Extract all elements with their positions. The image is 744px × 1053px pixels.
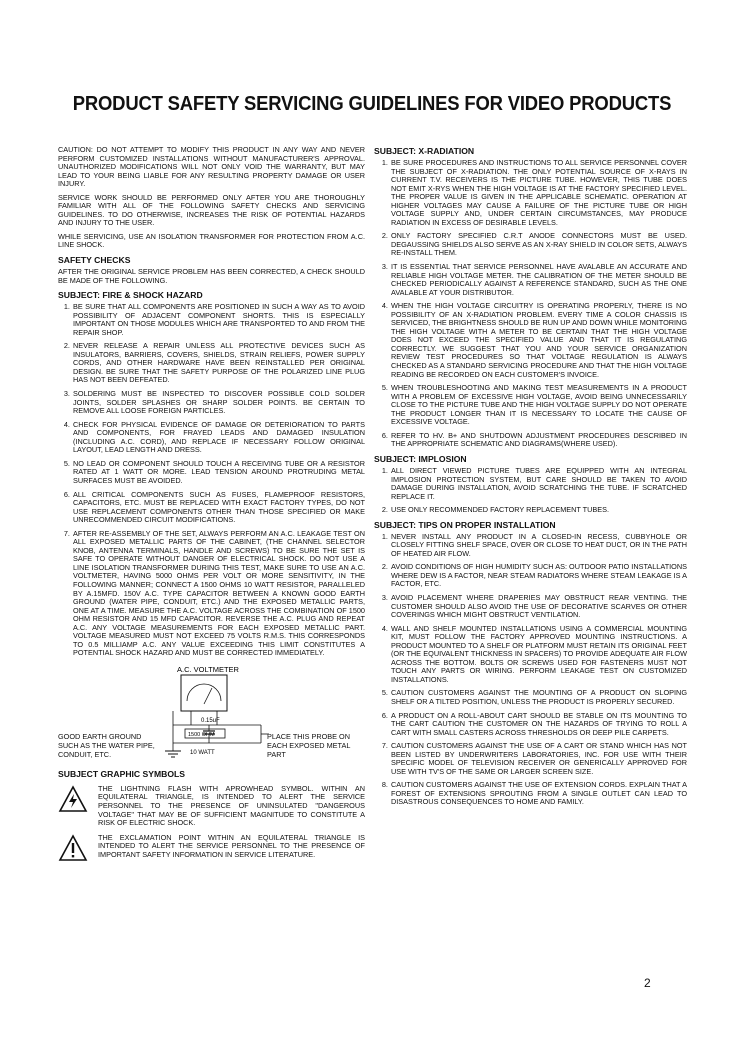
list-item: 5. CAUTION CUSTOMERS AGAINST THE MOUNTING OF A PRODUCT ON SLOPING SHELF OR A TILTED POSITION, UNLESS THE PRODUCT IS PROPERLY SECURED. <box>390 689 687 706</box>
graphic-symbols-heading: SUBJECT GRAPHIC SYMBOLS <box>58 768 186 779</box>
list-item: 8. CAUTION CUSTOMERS AGAINST THE USE OF EXTENSION CORDS. EXPLAIN THAT A FOREST OF EXTENSIONS SPROUTING FROM A SINGLE OUTLET CAN LEAD TO DISASTROUS CONSEQUENCES TO HOME AND FAMILY. <box>390 781 687 807</box>
probe-label: PLACE THIS PROBE ON EACH EXPOSED METAL PART <box>267 731 351 759</box>
list-item: 3. AVOID PLACEMENT WHERE DRAPERIES MAY OBSTRUCT REAR VENTING. THE CUSTOMER SHOULD ALSO AVOID THE USE OF DECORATIVE SCARVES OR OTHER COVERINGS WHICH MIGHT OBSTRUCT VENTILATION. <box>390 594 687 620</box>
implosion-list <box>374 467 687 515</box>
list-item: 6. REFER TO HV. B+ AND SHUTDOWN ADJUSTMENT PROCEDURES DESCRIBED IN THE APPROPRIATE SCHEMATIC AND DIAGRAMS(WHERE USED). <box>390 432 687 449</box>
fire-shock-heading: SUBJECT: FIRE & SHOCK HAZARD <box>58 290 203 301</box>
safety-checks-heading: SAFETY CHECKS <box>58 255 131 266</box>
leakage-test-diagram <box>58 663 365 759</box>
xray-heading: SUBJECT: X-RADIATION <box>374 146 475 156</box>
installation-tips-heading: SUBJECT: TIPS ON PROPER INSTALLATION <box>374 519 556 530</box>
xray-list <box>374 159 687 449</box>
exclamation-symbol-text: THE EXCLAMATION POINT WITHIN AN EQUILATERAL TRIANGLE IS INTENDED TO ALERT THE SERVICE PERSONNEL TO THE PRESENCE OF IMPORTANT SAFETY INFORMATION IN SERVICE LITERATURE. <box>98 832 365 859</box>
list-item: 3. IT IS ESSENTIAL THAT SERVICE PERSONNEL HAVE AVALABLE AN ACCURATE AND RELIABLE HIGH VOLTAGE METER. THE CALIBRATION OF THE METER SHOULD BE CHECKED PERIODICALLY AGAINST A REFERENCE STANDARD, SUCH AS THE ONE AVALABLE AT YOUR DISTRIBUTOR. <box>390 263 687 297</box>
ground-label: GOOD EARTH GROUND SUCH AS THE WATER PIPE, CONDUIT, ETC. <box>58 731 155 759</box>
resistor-label: 1500 OHM <box>188 731 215 738</box>
installation-tips-list <box>374 533 687 807</box>
safety-checks-text: AFTER THE ORIGINAL SERVICE PROBLEM HAS BEEN CORRECTED, A CHECK SHOULD BE MADE OF THE FOLLOWING. <box>58 267 365 285</box>
list-item: 4. CHECK FOR PHYSICAL EVIDENCE OF DAMAGE OR DETERIORATION TO PARTS AND COMPONENTS, FOR FRAYED LEADS AND DAMAGED INSULATION (INCLUDING A.C. CORD), AND REPLACE IF NECESSARY FOLLOW ORIGINAL LAYOUT, LEAD LENGTH AND DRESS. <box>72 421 365 455</box>
list-item: 6. ALL CRITICAL COMPONENTS SUCH AS FUSES, FLAMEPROOF RESISTORS, CAPACITORS, ETC. MUST BE REPLACED WITH EXACT FACTORY TYPES, DO NOT USE REPLACEMENT COMPONENTS OTHER THAN THOSE SPECIFIED OR MAKE UNRECOMMENDED CIRCUIT MODIFICATIONS. <box>72 491 365 525</box>
list-item: 1. NEVER INSTALL ANY PRODUCT IN A CLOSED-IN RECESS, CUBBYHOLE OR CLOSELY FITTING SHELF SPACE, OVER OR CLOSE TO HEAT DUCT, OR IN THE PATH OF HEATED AIR FLOW. <box>390 533 687 559</box>
meter-dial <box>187 684 221 701</box>
page-title: PRODUCT SAFETY SERVICING GUIDELINES FOR VIDEO PRODUCTS <box>72 92 672 115</box>
intro-caution: CAUTION: DO NOT ATTEMPT TO MODIFY THIS PRODUCT IN ANY WAY AND NEVER PERFORM CUSTOMIZED INSTALLATIONS WITHOUT MANUFACTURER'S APPROVAL. UNAUTHORIZED MODIFICATIONS WILL NOT ONLY VOID THE WARRANTY, BUT MAY LEAD TO YOUR BEING LIABLE FOR ANY RESULTING PROPERTY DAMAGE OR USER INJURY. <box>58 145 365 189</box>
list-item: 1. BE SURE THAT ALL COMPONENTS ARE POSITIONED IN SUCH A WAY AS TO AVOID POSSIBILITY OF ADJACENT COMPONENT SHORTS. THIS IS ESPECIALLY IMPORTANT ON THOSE MODULES WHICH ARE TRANSPORTED TO AND FROM THE REPAIR SHOP. <box>72 303 365 337</box>
intro-isolation: WHILE SERVICING, USE AN ISOLATION TRANSFORMER FOR PROTECTION FROM A.C. LINE SHOCK. <box>58 231 365 250</box>
intro-service-work: SERVICE WORK SHOULD BE PERFORMED ONLY AFTER YOU ARE THOROUGHLY FAMILIAR WITH ALL OF THE FOLLOWING SAFETY CHECKS AND SERVICING GUIDELINES. TO DO OTHERWISE, INCREASES THE RISK OF POTENTIAL HAZARDS AND INJURY TO THE USER. <box>58 192 365 228</box>
fire-shock-list <box>58 303 365 658</box>
list-item: 2. USE ONLY RECOMMENDED FACTORY REPLACEMENT TUBES. <box>390 506 687 515</box>
list-item: 2. ONLY FACTORY SPECIFIED C.R.T ANODE CONNECTORS MUST BE USED. DEGAUSSING SHIELDS ALSO SERVE AS AN X-RAY SHIELD IN COLOR SETS, ALWAYS RE-INSTALL THEM. <box>390 232 687 258</box>
list-item: 4. WALL AND SHELF MOUNTED INSTALLATIONS USING A COMMERCIAL MOUNTING KIT, MUST FOLLOW THE FACTORY APPROVED MOUNTING INSTRUCTIONS. A PRODUCT MOUNTED TO A SHELF OR PLATFORM MUST RETAIN ITS ORIGINAL FEET (OR THE EQUIVALENT THICKNESS IN SPACERS) TO PROVIDE ADEQUATE AIR FLOW ACROSS THE BOTTOM. BOLTS OR SCREWS USED FOR FASTENERS MUST NOT TOUCH ANY PARTS OR WIRING. PERFORM LEAKAGE TEST ON CUSTOMIZED INSTALLATIONS. <box>390 625 687 685</box>
voltmeter-box <box>181 675 227 711</box>
list-item: 3. SOLDERING MUST BE INSPECTED TO DISCOVER POSSIBLE COLD SOLDER JOINTS, SOLDER SPLASHES OR SHARP SOLDER POINTS. BE CERTAIN TO REMOVE ALL LOOSE FOREIGN PARTICLES. <box>72 390 365 416</box>
list-item: 5. WHEN TROUBLESHOOTING AND MAKING TEST MEASUREMENTS IN A PRODUCT WITH A PROBLEM OF EXCESSIVE HIGH VOLTAGE, AVOID BEING UNNECESSARILY CLOSE TO THE PICTURE TUBE AND THE HIGH VOLTAGE SUPPLY DO NOT OPERATE THE PRODUCT LONGER THAN IT IS NECESSARY TO LOCATE THE CAUSE OF EXCESSIVE VOLTAGE. <box>390 384 687 427</box>
list-item: 5. NO LEAD OR COMPONENT SHOULD TOUCH A RECEIVING TUBE OR A RESISTOR RATED AT 1 WATT OR MORE. LEAD TENSION AROUND PROTRUDING METAL SURFACES MUST BE AVOIDED. <box>72 460 365 486</box>
list-item: 7. CAUTION CUSTOMERS AGAINST THE USE OF A CART OR STAND WHICH HAS NOT BEEN LISTED BY UNDERWRITERS LABORATORIES, INC. FOR USE WITH THEIR SPECIFIC MODEL OF TELEVISION RECEIVER OR GENERICALLY APPROVED FOR USE WITH TV'S OF THE SAME OR LARGER SCREEN SIZE. <box>390 742 687 776</box>
lightning-flash-triangle-icon <box>58 785 88 813</box>
voltmeter-label: A.C. VOLTMETER <box>177 664 239 674</box>
exclamation-triangle-icon <box>58 834 88 862</box>
right-column <box>374 146 687 812</box>
symbol-row-lightning <box>58 785 365 828</box>
meter-needle <box>204 688 212 704</box>
capacitor-label: 0.15uF <box>201 717 220 724</box>
list-item: 6. A PRODUCT ON A ROLL-ABOUT CART SHOULD BE STABLE ON ITS MOUNTING TO THE CART CAUTION THE CUSTOMER ON THE HAZARDS OF TRYING TO ROLL A CART WITH SMALL CASTERS ACROSS THRESHOLDS OR DEEP PILE CARPETS. <box>390 712 687 738</box>
implosion-heading: SUBJECT: IMPLOSION <box>374 453 467 464</box>
list-item: 2. NEVER RELEASE A REPAIR UNLESS ALL PROTECTIVE DEVICES SUCH AS INSULATORS, BARRIERS, COVERS, SHIELDS, STRAIN RELIEFS, POWER SUPPLY CORDS, AND OTHER HARDWARE HAVE BEEN REINSTALLED PER ORIGINAL DESIGN. BE SURE THAT THE SAFETY PURPOSE OF THE POLARIZED LINE PLUG HAS NOT BEEN DEFEATED. <box>72 342 365 385</box>
symbol-row-exclamation <box>58 834 365 865</box>
left-column <box>58 146 365 870</box>
lightning-symbol-text: THE LIGHTNING FLASH WITH APROWHEAD SYMBOL. WITHIN AN EQUILATERAL TRIANGLE, IS INTENDED TO ALERT THE SERVICE PERSONNEL TO THE PRESENCE OF UNINSULATED "DANGEROUS VOLTAGE" THAT MAY BE OF SUFFICIENT MAGNITUDE TO CONSTITUTE A RISK OF ELECTRIC SHOCK. <box>98 783 365 828</box>
list-item: 2. AVOID CONDITIONS OF HIGH HUMIDITY SUCH AS: OUTDOOR PATIO INSTALLATIONS WHERE DEW IS A FACTOR, NEAR STEAM RADIATORS WHERE STEAM LEAKAGE IS A FACTOR, ETC. <box>390 563 687 589</box>
wattage-label: 10 WATT <box>190 749 215 756</box>
voltmeter-circuit-diagram <box>161 663 271 759</box>
list-item: 1. ALL DIRECT VIEWED PICTURE TUBES ARE EQUIPPED WITH AN INTEGRAL IMPLOSION PROTECTION SYSTEM, BUT CARE SHOULD BE TAKEN TO AVOID DAMAGE DURING INSTALLATION, AVOID SCRATCHING THE TUBE. IF SCRATCHED REPLACE IT. <box>390 467 687 501</box>
list-item: 1. BE SURE PROCEDURES AND INSTRUCTIONS TO ALL SERVICE PERSONNEL COVER THE SUBJECT OF X-RADIATION. THE ONLY POTENTIAL SOURCE OF X-RAYS IN CURRENT T.V. RECEIVERS IS THE PICTURE TUBE. HOWEVER, THIS TUBE DOES NOT EMIT X-RYS WHEN THE HIGH VOLTAGE IS AT THE FACTORY SPECIFIED LEVEL. THE PROPER VALUE IS GIVEN IN THE APPLICABLE SCHEMATIC. OPERATION AT HIGHER VOLTAGES MAY CAUSE A FAILURE OF THE PICTURE TUBE OR HIGH VOLTAGE SUPPLY AND, UNDER CERTAIN CIRCUMSTANCES, MAY PRODUCE RADIATION IN EXCESS OF DESIRABLE LEVELS. <box>390 159 687 227</box>
list-item: 7. AFTER RE-ASSEMBLY OF THE SET, ALWAYS PERFORM AN A.C. LEAKAGE TEST ON ALL EXPOSED METALLIC PARTS OF THE CABINET, (THE CHANNEL SELECTOR KNOB, ANTENNA TERMINALS, HANDLE AND SCREWS) TO BE SURE THE SET IS SAFE TO OPERATE WITHOUT DANGER OF ELECTRICAL SHOCK. DO NOT USE A LINE ISOLATION TRANSFORMER DURING THIS TEST, MAKE SURE TO USE AN A.C. VOLTMETER, HAVING 5000 OHMS PER VOLT OR MORE SENSITIVITY, IN THE FOLLOWING MANNER; CONNECT A 1500 OHMS 10 WATT RESISTOR, PARALLELED BY A.15MFD. 150V A.C. TYPE CAPACITOR BETWEEN A KNOWN GOOD EARTH GROUND (WATER PIPE, CONDUIT, ETC.) AND THE EXPOSED METALLIC PARTS, ONE AT A TIME. MEASURE THE A.C. VOLTAGE ACROSS THE COMBINATION OF 1500 OHM RESISTOR AND 15 MFD CAPACITOR. REVERSE THE A.C. PLUG AND REPEAT A.C. ANY VOLTAGE MEASUREMENTS FOR EACH EXPOSED METALLIC PART. VOLTAGE MEASURED MUST NOT EXCEED 75 VOLTS R.M.S. THIS CORRESPONDS TO 0.5 MILLIAMP A.C. ANY VALUE EXCEEDING THIS LIMIT CONSTITUTES A POTENTIAL SHOCK HAZARD AND MUST BE CORRECTED IMMEDIATELY. <box>72 530 365 658</box>
list-item: 4. WHEN THE HIGH VOLTAGE CIRCUITRY IS OPERATING PROPERLY, THERE IS NO POSSIBILITY OF AN X-RADIATION PROBLEM. EVERY TIME A COLOR CHASSIS IS SERVICED, THE BRIGHTNESS SHOULD BE RUN UP AND DOWN WHILE MONITORING THE HIGH VOLTAGE WITH A METER TO BE CERTAIN THAT THE HIGH VOLTAGE DOES NOT EXCEED THE SPECIFIED VALUE AND THAT IT IS REGULATING CORRECTLY. WE SUGGEST THAT YOU AND YOUR SERVICE ORGANIZATION REVIEW TEST PROCEDURES SO THAT VOLTAGE REGULATION IS ALWAYS CHECKED AS A STANDARD SERVICING PROCEDURE AND THAT THE HIGH VOLTAGE READING BE RECORDED ON EACH CUSTOMER'S INVOICE. <box>390 302 687 379</box>
page-number: 2 <box>644 976 651 990</box>
